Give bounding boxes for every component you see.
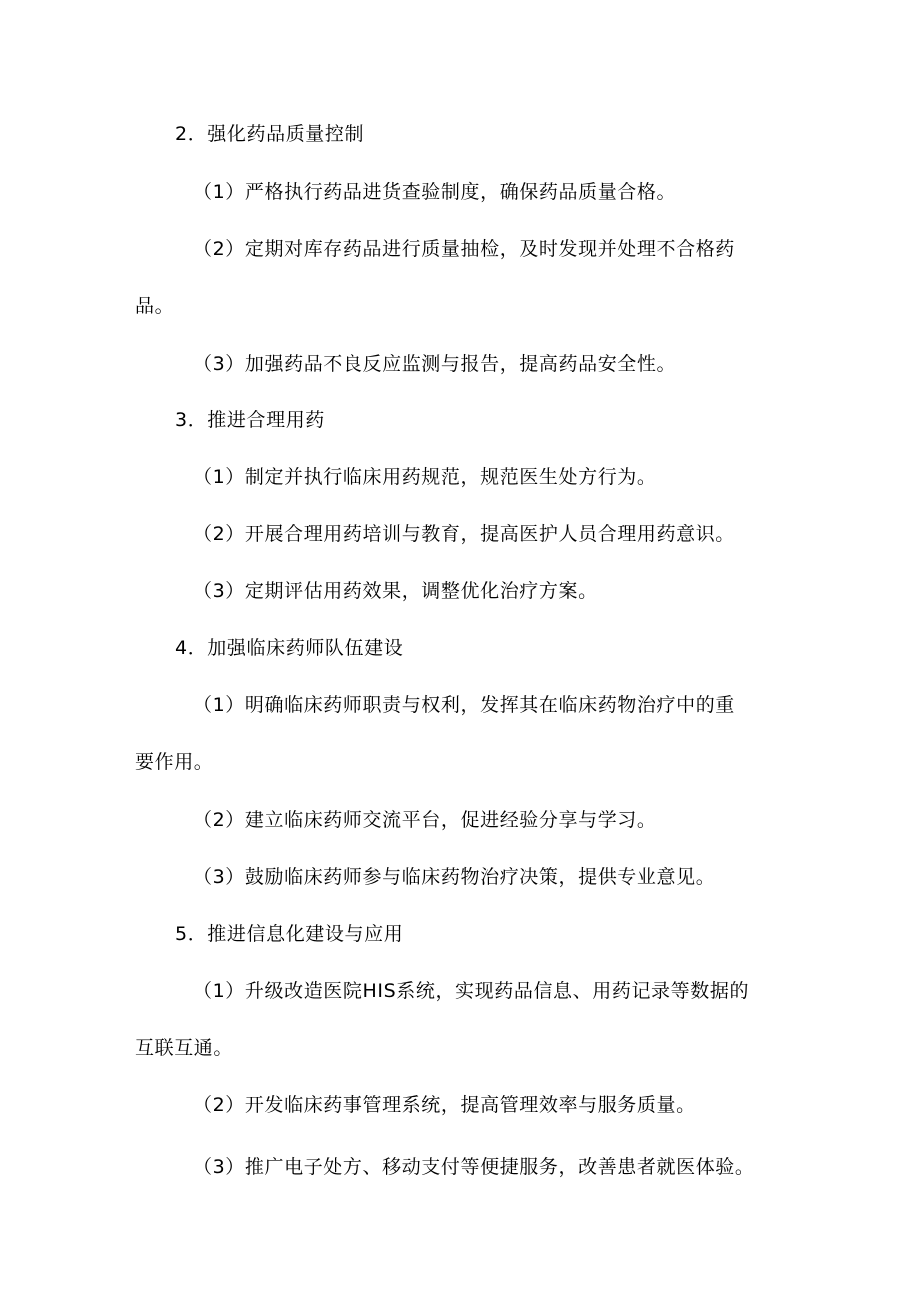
- list-item: （2）建立临床药师交流平台，促进经验分享与学习。: [193, 809, 657, 831]
- list-item: （3）鼓励临床药师参与临床药物治疗决策，提供专业意见。: [193, 866, 716, 888]
- list-item: （1）明确临床药师职责与权利，发挥其在临床药物治疗中的重: [193, 694, 735, 716]
- list-item-continuation: 要作用。: [135, 751, 214, 773]
- section-heading-3: 3．推进合理用药: [175, 409, 325, 431]
- list-item: （2）开发临床药事管理系统，提高管理效率与服务质量。: [193, 1094, 696, 1116]
- list-item: （3）推广电子处方、移动支付等便捷服务，改善患者就医体验。: [193, 1156, 755, 1178]
- section-heading-2: 2．强化药品质量控制: [175, 123, 365, 145]
- list-item: （1）制定并执行临床用药规范，规范医生处方行为。: [193, 466, 657, 488]
- section-heading-5: 5．推进信息化建设与应用: [175, 923, 404, 945]
- list-item: （2）定期对库存药品进行质量抽检，及时发现并处理不合格药: [193, 238, 735, 260]
- list-item: （2）开展合理用药培训与教育，提高医护人员合理用药意识。: [193, 523, 735, 545]
- list-item: （1）严格执行药品进货查验制度，确保药品质量合格。: [193, 181, 677, 203]
- list-item: （3）加强药品不良反应监测与报告，提高药品安全性。: [193, 353, 677, 375]
- list-item: （1）升级改造医院HIS系统，实现药品信息、用药记录等数据的: [193, 980, 750, 1002]
- list-item-continuation: 品。: [135, 295, 175, 317]
- section-heading-4: 4．加强临床药师队伍建设: [175, 637, 404, 659]
- list-item: （3）定期评估用药效果，调整优化治疗方案。: [193, 580, 598, 602]
- list-item-continuation: 互联互通。: [135, 1037, 234, 1059]
